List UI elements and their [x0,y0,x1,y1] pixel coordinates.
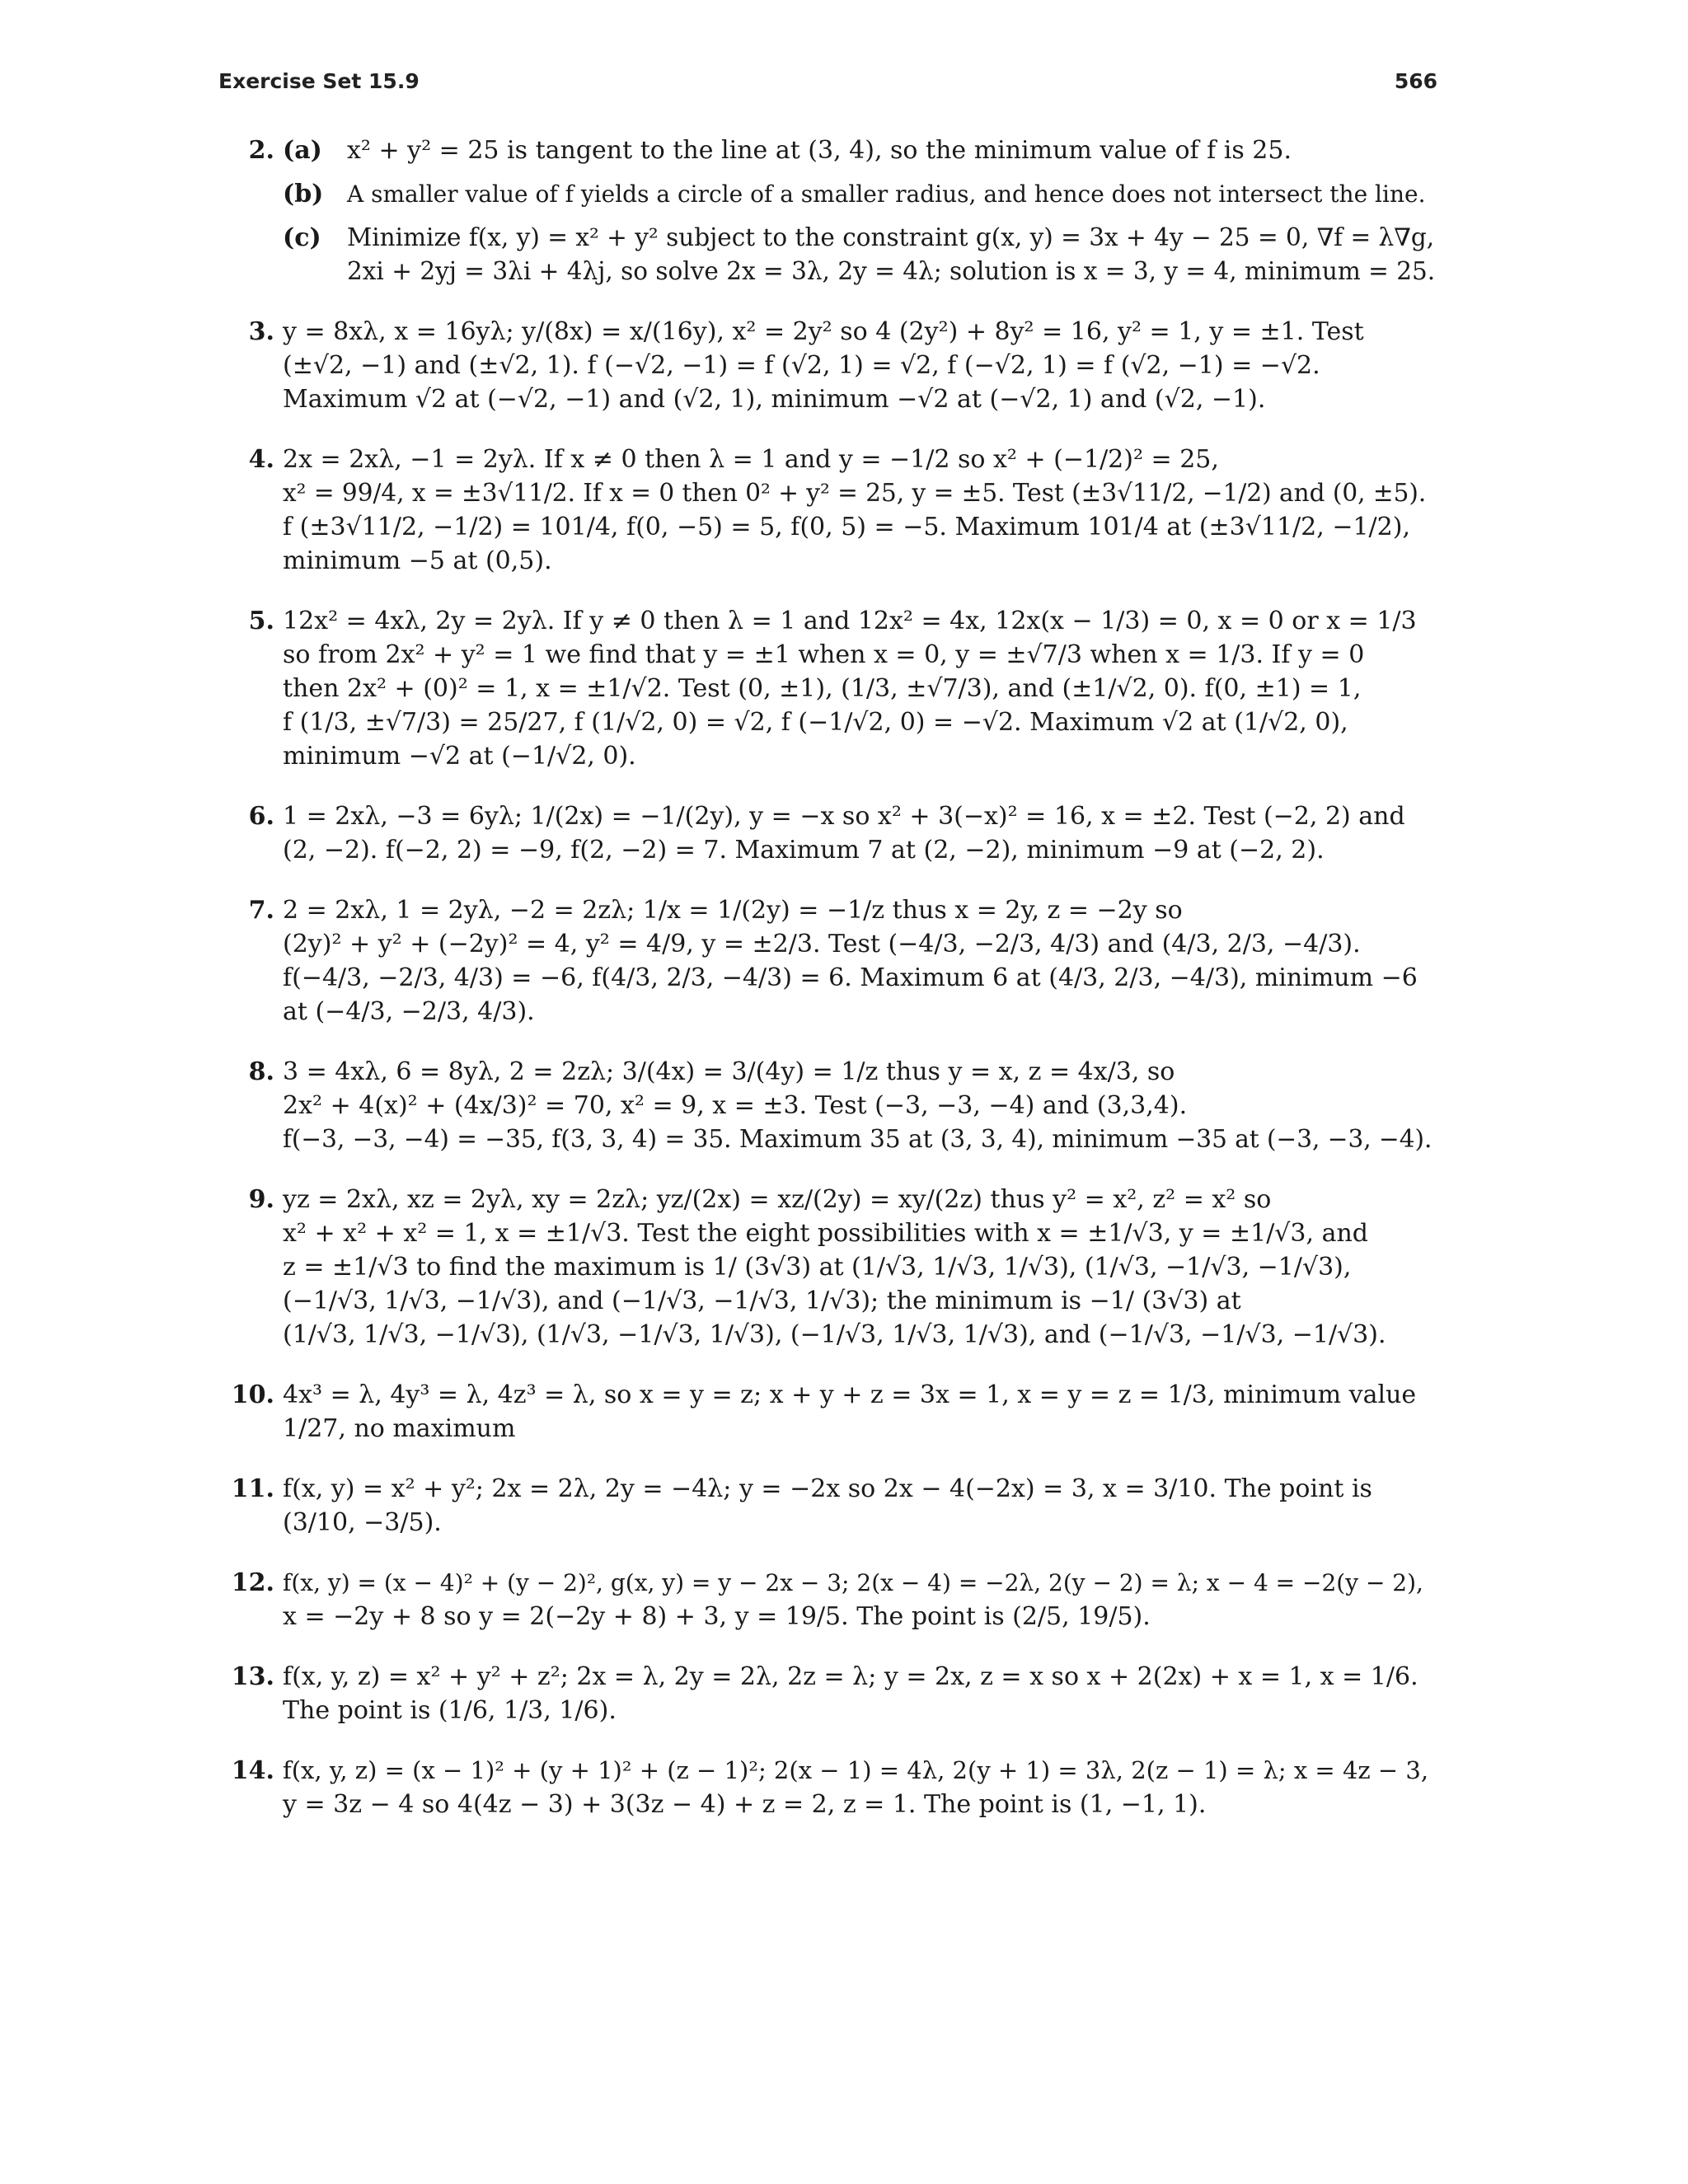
problem-14 [218,1754,1438,1821]
solution-line: f(x, y, z) = (x − 1)² + (y + 1)² + (z − 1)²; 2(x − 1) = 4λ, 2(y + 1) = 3λ, 2(z − 1) = λ; x = 4z − 3, [283,1756,1429,1784]
solution-line: 3 = 4xλ, 6 = 8yλ, 2 = 2zλ; 3/(4x) = 3/(4y) = 1/z thus y = x, z = 4x/3, so [283,1057,1175,1086]
problem-number: 13. [231,1662,274,1691]
solution-line: at (−4/3, −2/3, 4/3). [283,997,535,1026]
solution-line: x² + x² + x² = 1, x = ±1/√3. Test the eight possibilities with x = ±1/√3, y = ±1/√3, and [283,1219,1368,1248]
section-title: Exercise Set 15.9 [218,69,420,93]
solution-line: minimum −√2 at (−1/√2, 0). [283,742,636,771]
problem-number: 2. [248,136,274,165]
solution-line: so from 2x² + y² = 1 we find that y = ±1 when x = 0, y = ±√7/3 when x = 1/3. If y = 0 [283,640,1365,669]
problem-number: 6. [248,802,274,831]
solution-line: f(−4/3, −2/3, 4/3) = −6, f(4/3, 2/3, −4/3) = 6. Maximum 6 at (4/3, 2/3, −4/3), minimum −6 [283,963,1418,992]
part-label: (b) [283,180,324,209]
solution-line: 2x = 2xλ, −1 = 2yλ. If x ≠ 0 then λ = 1 and y = −1/2 so x² + (−1/2)² = 25, [283,445,1219,474]
solution-line: f (1/3, ±√7/3) = 25/27, f (1/√2, 0) = √2, f (−1/√2, 0) = −√2. Maximum √2 at (1/√2, 0), [283,708,1348,737]
solution-line: Maximum √2 at (−√2, −1) and (√2, 1), minimum −√2 at (−√2, 1) and (√2, −1). [283,385,1266,414]
solution-line: 1 = 2xλ, −3 = 6yλ; 1/(2x) = −1/(2y), y = −x so x² + 3(−x)² = 16, x = ±2. Test (−2, 2) and [283,802,1405,831]
problem-5 [218,604,1438,773]
solution-line: (2y)² + y² + (−2y)² = 4, y² = 4/9, y = ±2/3. Test (−4/3, −2/3, 4/3) and (4/3, 2/3, −4/3). [283,930,1361,958]
solution-line: A smaller value of f yields a circle of a smaller radius, and hence does not intersect the line. [347,180,1426,208]
problem-9 [218,1183,1438,1352]
problem-number: 8. [248,1057,274,1086]
solution-line: x² + y² = 25 is tangent to the line at (3, 4), so the minimum value of f is 25. [347,136,1292,165]
solution-line: minimum −5 at (0,5). [283,546,552,575]
solution-line: z = ±1/√3 to find the maximum is 1/ (3√3) at (1/√3, 1/√3, 1/√3), (1/√3, −1/√3, −1/√3), [283,1253,1352,1282]
problem-number: 9. [248,1185,274,1214]
problem-3 [218,315,1438,416]
problem-number: 14. [231,1756,274,1785]
solution-line: 2 = 2xλ, 1 = 2yλ, −2 = 2zλ; 1/x = 1/(2y) = −1/z thus x = 2y, z = −2y so [283,896,1183,925]
solution-line: (2, −2). f(−2, 2) = −9, f(2, −2) = 7. Maximum 7 at (2, −2), minimum −9 at (−2, 2). [283,836,1325,865]
solution-line: then 2x² + (0)² = 1, x = ±1/√2. Test (0, ±1), (1/3, ±√7/3), and (±1/√2, 0). f(0, ±1) = 1, [283,674,1362,703]
solution-line: 2xi + 2yj = 3λi + 4λj, so solve 2x = 3λ, 2y = 4λ; solution is x = 3, y = 4, minimum = 25. [347,257,1436,285]
problem-6 [218,799,1438,867]
solution-line: Minimize f(x, y) = x² + y² subject to the constraint g(x, y) = 3x + 4y − 25 = 0, ∇f = λ∇g, [347,223,1435,251]
problem-number: 11. [231,1474,274,1503]
problem-number: 3. [248,317,274,346]
part-label: (a) [283,136,322,165]
page-header [218,69,1437,105]
problem-10 [218,1378,1438,1446]
problem-7 [218,893,1438,1029]
solution-line: (−1/√3, 1/√3, −1/√3), and (−1/√3, −1/√3, 1/√3); the minimum is −1/ (3√3) at [283,1286,1241,1315]
problem-12 [218,1566,1438,1633]
solution-line: yz = 2xλ, xz = 2yλ, xy = 2zλ; yz/(2x) = xz/(2y) = xy/(2z) thus y² = x², z² = x² so [283,1185,1272,1214]
problem-number: 7. [248,896,274,925]
solution-line: x = −2y + 8 so y = 2(−2y + 8) + 3, y = 19/5. The point is (2/5, 19/5). [283,1602,1151,1631]
problem-2 [218,134,1438,288]
page-number: 566 [1394,69,1437,93]
solution-line: 1/27, no maximum [283,1414,516,1443]
problem-number: 5. [248,607,274,635]
problem-number: 4. [248,445,274,474]
solution-line: (3/10, −3/5). [283,1508,442,1537]
solution-line: f(x, y) = x² + y²; 2x = 2λ, 2y = −4λ; y = −2x so 2x − 4(−2x) = 3, x = 3/10. The point is [283,1474,1372,1503]
solution-line: 4x³ = λ, 4y³ = λ, 4z³ = λ, so x = y = z; x + y + z = 3x = 1, x = y = z = 1/3, minimum value [283,1380,1417,1409]
solution-line: y = 8xλ, x = 16yλ; y/(8x) = x/(16y), x² = 2y² so 4 (2y²) + 8y² = 16, y² = 1, y = ±1. Test [283,317,1364,346]
solution-line: (1/√3, 1/√3, −1/√3), (1/√3, −1/√3, 1/√3), (−1/√3, 1/√3, 1/√3), and (−1/√3, −1/√3, −1/√3). [283,1320,1386,1349]
solution-line: x² = 99/4, x = ±3√11/2. If x = 0 then 0² + y² = 25, y = ±5. Test (±3√11/2, −1/2) and (0, ±5). [283,479,1427,507]
solution-line: y = 3z − 4 so 4(4z − 3) + 3(3z − 4) + z = 2, z = 1. The point is (1, −1, 1). [283,1790,1207,1819]
solution-line: The point is (1/6, 1/3, 1/6). [283,1696,617,1725]
solution-line: f (±3√11/2, −1/2) = 101/4, f(0, −5) = 5, f(0, 5) = −5. Maximum 101/4 at (±3√11/2, −1/2), [283,513,1410,541]
solution-line: (±√2, −1) and (±√2, 1). f (−√2, −1) = f (√2, 1) = √2, f (−√2, 1) = f (√2, −1) = −√2. [283,351,1320,380]
problem-11 [218,1472,1438,1540]
solution-line: 12x² = 4xλ, 2y = 2yλ. If y ≠ 0 then λ = 1 and 12x² = 4x, 12x(x − 1/3) = 0, x = 0 or x = 1/3 [283,607,1417,635]
solution-line: 2x² + 4(x)² + (4x/3)² = 70, x² = 9, x = ±3. Test (−3, −3, −4) and (3,3,4). [283,1091,1188,1120]
problem-2-part-c [283,221,1438,288]
problem-2-part-b [283,177,1438,211]
problem-number: 12. [231,1568,274,1597]
part-label: (c) [283,223,321,252]
problem-2-part-a [283,134,1438,167]
problem-number: 10. [231,1380,274,1409]
solution-line: f(−3, −3, −4) = −35, f(3, 3, 4) = 35. Maximum 35 at (3, 3, 4), minimum −35 at (−3, −3, −4). [283,1125,1432,1153]
problem-4 [218,443,1438,578]
problem-8 [218,1055,1438,1156]
solution-line: f(x, y) = (x − 4)² + (y − 2)², g(x, y) = y − 2x − 3; 2(x − 4) = −2λ, 2(y − 2) = λ; x − 4 = −2(y − 2), [283,1569,1423,1596]
problem-13 [218,1660,1438,1727]
solution-line: f(x, y, z) = x² + y² + z²; 2x = λ, 2y = 2λ, 2z = λ; y = 2x, z = x so x + 2(2x) + x = 1, x = 1/6. [283,1662,1418,1691]
solutions-content [218,134,1438,1848]
